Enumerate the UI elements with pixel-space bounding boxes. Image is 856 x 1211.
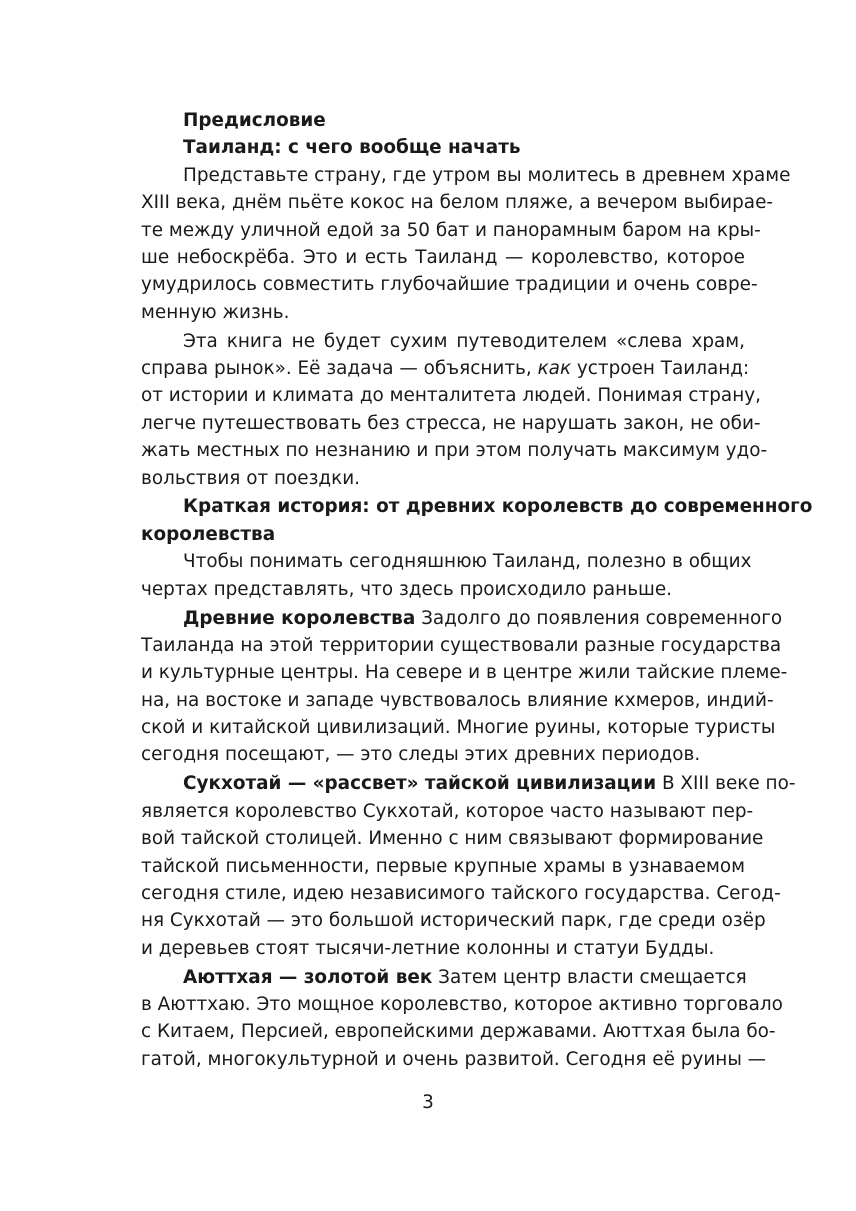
text-line: сегодня стиле, идею независимого тайского государства. Сегод-: [141, 882, 781, 904]
text-segment: справа рынок». Её задача — объяснить,: [141, 358, 538, 380]
text-line: легче путешествовать без стресса, не нарушать закон, не оби-: [141, 412, 761, 434]
text-line: Чтобы понимать сегодняшнюю Таиланд, полезно в общих: [183, 551, 752, 573]
text-line: XIII века, днём пьёте кокос на белом пляже, а вечером выбирае-: [141, 192, 774, 214]
paragraph-ayutthaya: [141, 964, 783, 1074]
text-line: [141, 964, 745, 991]
text-line: является королевство Сукхотай, которое часто называют пер-: [141, 800, 754, 822]
text-line: в Аюттхаю. Это мощное королевство, которое активно торговало: [141, 994, 783, 1015]
page-number: 3: [422, 1092, 434, 1113]
emphasis-text: как: [537, 358, 572, 380]
text-line: и деревьев стоят тысячи-летние колонны и статуи Будды.: [141, 937, 715, 959]
inline-heading: Сукхотай — «рассвет» тайской цивилизации: [183, 773, 657, 795]
text-line: те между уличной едой за 50 бат и панорамным баром на кры-: [141, 219, 761, 241]
text-segment: устроен Таиланд:: [571, 358, 750, 380]
text-line: на, на востоке и западе чувствовалось влияние кхмеров, индий-: [141, 689, 774, 711]
text-line: Представьте страну, где утром вы молитесь в древнем храме: [183, 164, 791, 186]
heading-thailand-start: Таиланд: с чего вообще начать: [183, 137, 521, 159]
page-body: [141, 107, 813, 1073]
text-line: с Китаем, Персией, европейскими державами. Аюттхая была бо-: [141, 1021, 776, 1043]
text-line: Таиланда на этой территории существовали разные государства: [141, 634, 782, 656]
paragraph-history-intro: [141, 548, 752, 603]
heading-brief-history: [141, 493, 813, 548]
text-line: [141, 770, 796, 797]
heading-preface: Предисловие: [183, 110, 326, 131]
text-line: менную жизнь.: [141, 301, 290, 323]
inline-heading: Древние королевства: [183, 607, 416, 629]
text-line: тайской письменности, первые крупные храмы в узнаваемом: [141, 855, 745, 877]
paragraph-sukhothai: [141, 770, 796, 962]
text-line: и культурные центры. На севере и в центре жили тайские племе-: [141, 662, 788, 684]
paragraph-intro: [141, 162, 791, 326]
text-line: вой тайской столицей. Именно с ним связывают формирование: [141, 828, 764, 850]
text-line: от истории и климата до менталитета людей. Понимая страну,: [141, 385, 761, 407]
text-line: ше небоскрёба. Это и есть Таиланд — королевство, которое: [141, 246, 745, 268]
text-line: чертах представлять, что здесь происходило раньше.: [141, 578, 673, 600]
text-segment: Задолго до появления современного: [415, 607, 783, 629]
heading-line: Краткая история: от древних королевств до современного: [183, 496, 813, 518]
text-line: умудрилось совместить глубочайшие традиции и очень совре-: [141, 274, 758, 296]
text-line: жать местных по незнанию и при этом получать максимум удо-: [141, 440, 768, 462]
text-line: гатой, многокультурной и очень развитой. Сегодня её руины —: [141, 1048, 767, 1070]
text-line: ня Сукхотай — это большой исторический парк, где среди озёр: [141, 910, 766, 932]
text-line: Эта книга не будет сухим путеводителем «слева храм,: [183, 330, 745, 352]
text-line: вольствия от поездки.: [141, 467, 361, 489]
text-segment: В XIII веке по-: [656, 773, 796, 795]
text-line: сегодня посещают, — это следы этих древних периодов.: [141, 744, 701, 766]
heading-line: королевства: [141, 523, 276, 545]
paragraph-ancient-kingdoms: [141, 605, 788, 769]
text-line: ской и китайской цивилизаций. Многие руины, которые туристы: [141, 717, 776, 739]
paragraph-book-purpose: [141, 328, 768, 492]
text-line: [141, 605, 783, 632]
text-line: [141, 355, 750, 382]
text-segment: Затем центр власти смещается: [432, 966, 747, 988]
inline-heading: Аюттхая — золотой век: [183, 966, 433, 988]
